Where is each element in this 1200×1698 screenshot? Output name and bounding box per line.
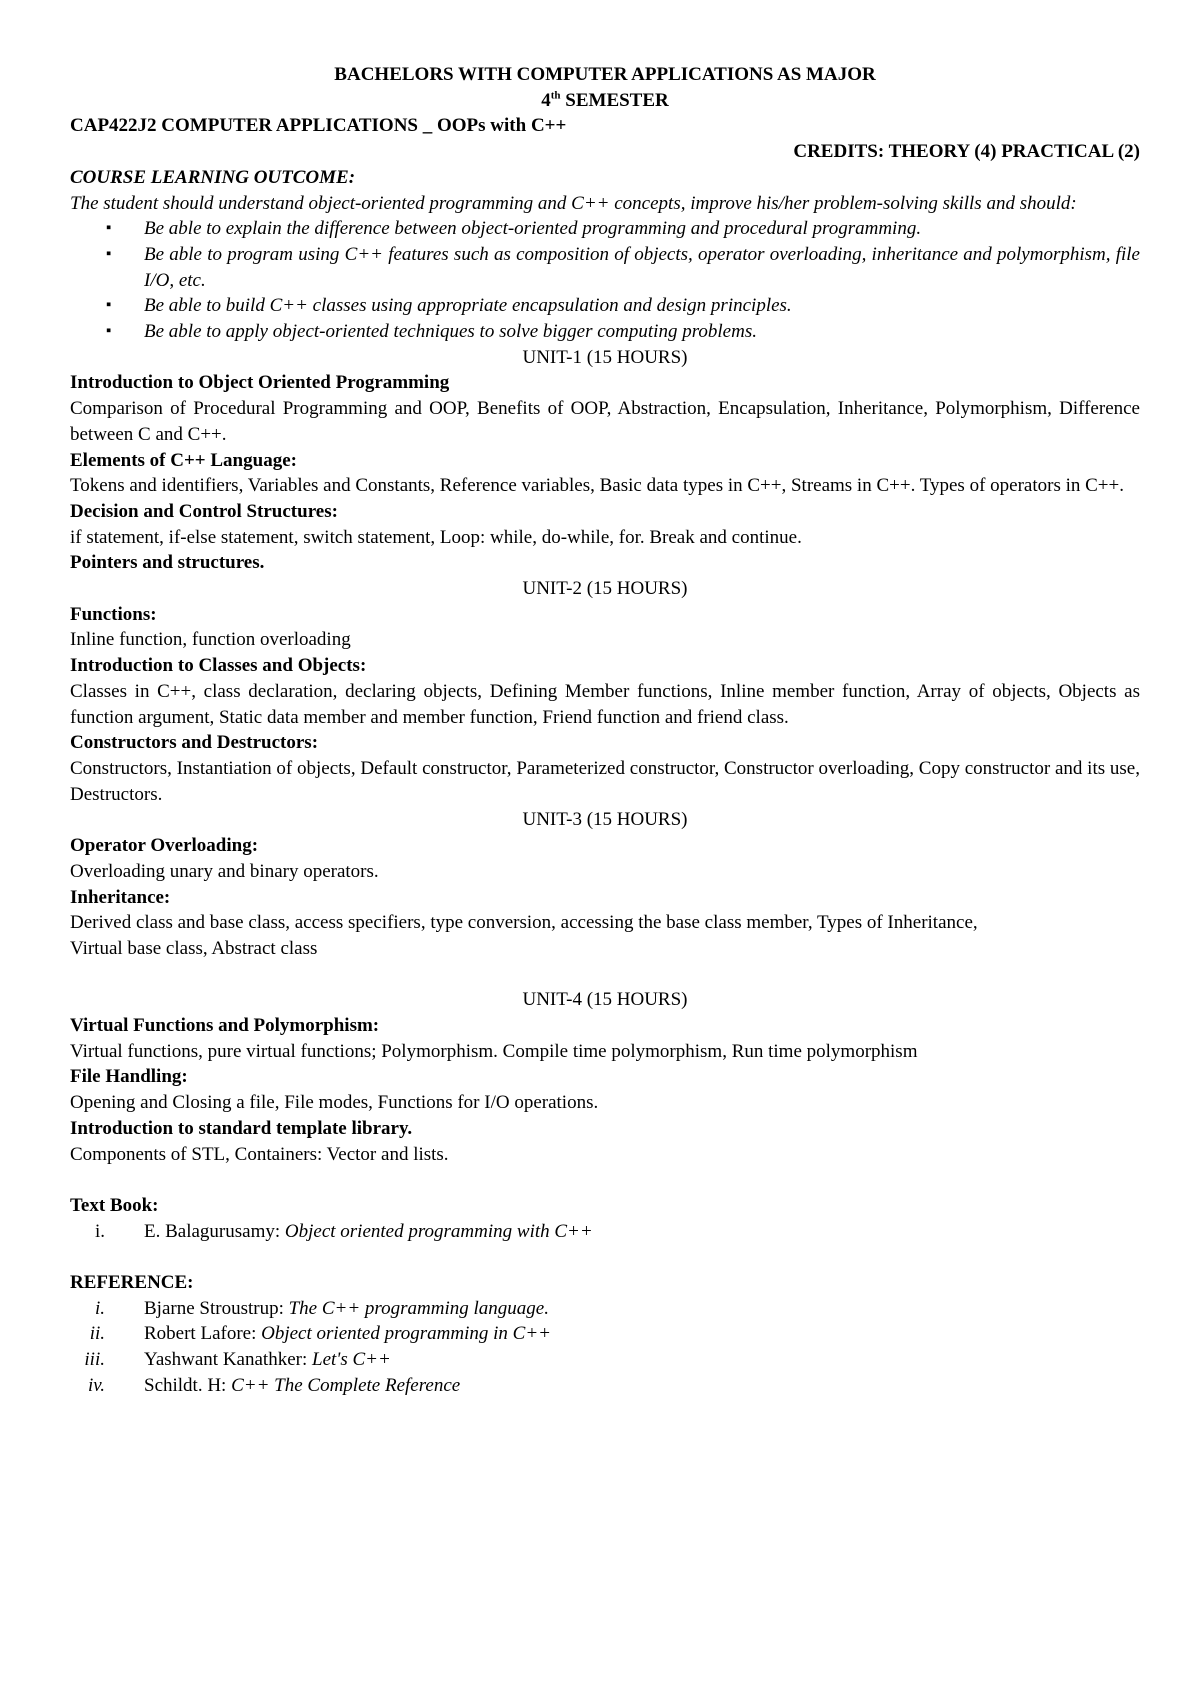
section-heading: Introduction to standard template library. [70,1117,413,1139]
section-heading: Virtual Functions and Polymorphism: [70,1015,380,1036]
bullet-icon: ▪ [106,323,112,340]
reference-heading: REFERENCE: [70,1272,194,1293]
section-body: Tokens and identifiers, Variables and Constants, Reference variables, Basic data types in C++, Streams in C++. Types of operators in C++. [70,475,1124,497]
outcome-intro: The student should understand object-oriented programming and C++ concepts, improve his/her problem-solving skills and should: [70,192,1077,214]
unit-2-title: UNIT-2 (15 HOURS) [522,578,688,600]
section-body: Constructors, Instantiation of objects, Default constructor, Parameterized constructor, Constructor overloading, Copy constructor and its use, Destructors. [70,757,1140,805]
section-body: if statement, if-else statement, switch statement, Loop: while, do-while, for. Break and continue. [70,526,802,548]
reference-item [70,1347,1140,1373]
section-heading: Decision and Control Structures: [70,500,338,522]
section-body: Virtual functions, pure virtual functions; Polymorphism. Compile time polymorphism, Run time polymorphism [70,1040,918,1062]
book-title: C++ The Complete Reference [231,1374,461,1396]
outcome-item-text: Be able to explain the difference between object-oriented programming and procedural programming. [144,218,922,240]
section-heading: Introduction to Classes and Objects: [70,655,367,677]
outcome-item [70,242,1140,293]
outcome-item-text: Be able to apply object-oriented techniques to solve bigger computing problems. [144,321,757,343]
item-number: i. [94,1297,105,1319]
section-body: Derived class and base class, access specifiers, type conversion, accessing the base class member, Types of Inheritance, Virtual base class, Abstract class [70,912,978,959]
outcome-item-text: Be able to program using C++ features such as composition of objects, operator overloading, inheritance and polymorphism, file I/O, etc. [144,243,1140,291]
outcome-item [70,293,1140,319]
book-title: The C++ programming language. [288,1297,549,1319]
reference-item [70,1296,1140,1322]
item-number: iv. [87,1374,105,1396]
item-number: iii. [84,1349,105,1371]
semester-number: 4 [541,89,551,111]
course-code-title: CAP422J2 COMPUTER APPLICATIONS _ OOPs with C++ [70,115,567,137]
semester-word: SEMESTER [560,89,669,111]
outcome-heading: COURSE LEARNING OUTCOME: [70,166,356,188]
book-author: Robert Lafore: [144,1323,262,1345]
book-title: Let's C++ [312,1349,391,1371]
bullet-icon: ▪ [106,220,112,237]
item-number: i. [94,1220,105,1242]
section-heading: Operator Overloading: [70,835,259,857]
outcome-list [70,216,1140,345]
semester-title [70,88,1140,114]
outcome-item-text: Be able to build C++ classes using appropriate encapsulation and design principles. [144,295,792,317]
section-body: Overloading unary and binary operators. [70,860,379,882]
section-heading: Constructors and Destructors: [70,732,319,754]
spacer [70,962,1140,988]
section-heading: Inheritance: [70,886,171,908]
program-title: BACHELORS WITH COMPUTER APPLICATIONS AS MAJOR [334,64,876,85]
section-body: Inline function, function overloading [70,629,351,651]
bullet-icon: ▪ [106,245,112,262]
semester-superscript: th [550,89,561,102]
section-heading: Functions: [70,603,157,625]
section-heading: File Handling: [70,1066,188,1088]
book-author: Schildt. H: [144,1374,232,1396]
unit-1-title: UNIT-1 (15 HOURS) [522,346,688,368]
bullet-icon: ▪ [106,297,112,314]
textbook-list [70,1219,1140,1245]
section-heading: Elements of C++ Language: [70,449,297,471]
outcome-item [70,319,1140,345]
spacer [70,1244,1140,1270]
reference-list [70,1296,1140,1399]
book-title: Object oriented programming with C++ [284,1220,593,1242]
item-number: ii. [89,1323,105,1345]
book-title: Object oriented programming in C++ [261,1323,551,1345]
spacer [70,1167,1140,1193]
textbook-item [70,1219,1140,1245]
section-heading: Introduction to Object Oriented Programming [70,372,450,394]
book-author: Bjarne Stroustrup: [144,1297,289,1319]
reference-item [70,1373,1140,1399]
textbook-heading: Text Book: [70,1194,159,1216]
credits-line: CREDITS: THEORY (4) PRACTICAL (2) [793,141,1140,163]
outcome-item [70,216,1140,242]
book-author: E. Balagurusamy: [144,1220,285,1242]
book-author: Yashwant Kanathker: [144,1349,312,1371]
section-heading: Pointers and structures. [70,552,265,574]
section-body: Comparison of Procedural Programming and OOP, Benefits of OOP, Abstraction, Encapsulation, Inheritance, Polymorphism, Difference between C and C++. [70,398,1140,445]
section-body: Classes in C++, class declaration, declaring objects, Defining Member functions, Inline member function, Array of objects, Objects as function argument, Static data member and member function, Friend function and friend class. [70,680,1140,728]
unit-3-title: UNIT-3 (15 HOURS) [522,809,688,831]
section-body: Components of STL, Containers: Vector and lists. [70,1143,449,1165]
section-body: Opening and Closing a file, File modes, Functions for I/O operations. [70,1092,599,1114]
reference-item [70,1321,1140,1347]
unit-4-title: UNIT-4 (15 HOURS) [522,989,688,1011]
